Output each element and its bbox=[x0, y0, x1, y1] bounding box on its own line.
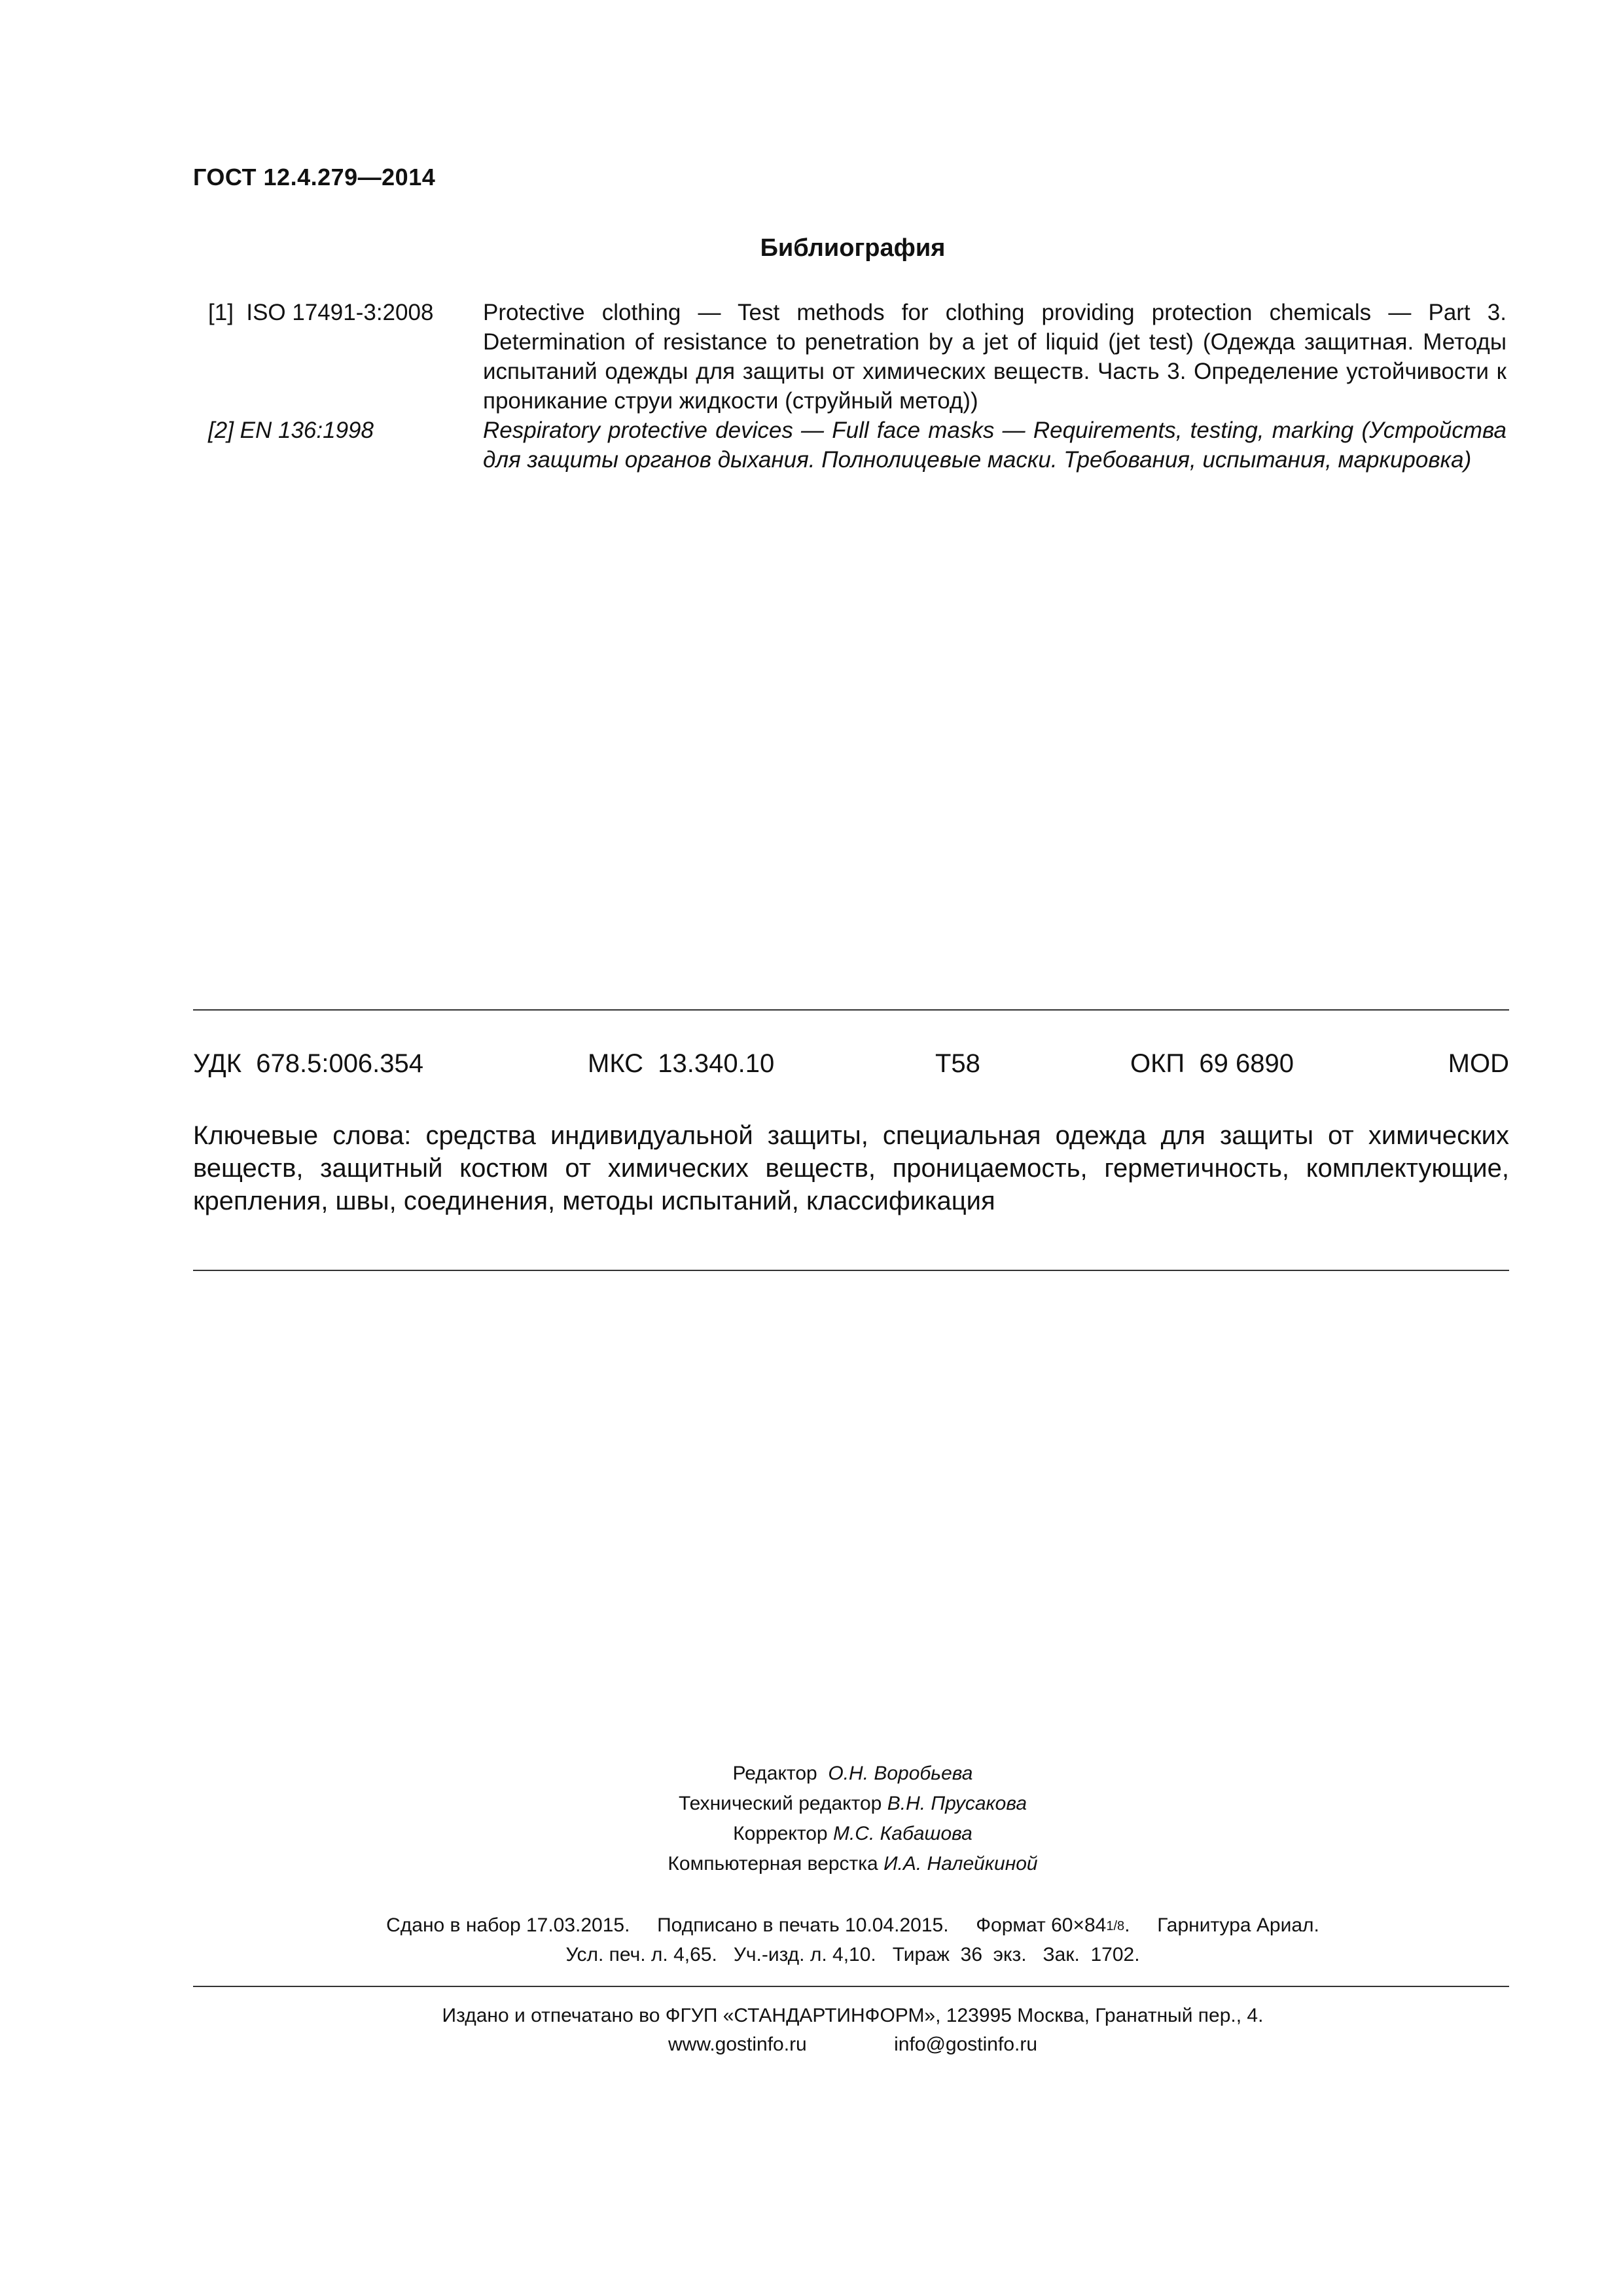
mod-code: MOD bbox=[1448, 1049, 1509, 1078]
document-code: ГОСТ 12.4.279—2014 bbox=[193, 164, 436, 190]
credit-name: И.А. Налейкиной bbox=[883, 1853, 1038, 1874]
okp-code: ОКП 69 6890 bbox=[1130, 1049, 1294, 1078]
credit-line bbox=[0, 1789, 1623, 1819]
publisher-block bbox=[0, 2001, 1623, 2059]
publisher-contacts bbox=[0, 2030, 1623, 2059]
print-info-line: Усл. печ. л. 4,65. Уч.-изд. л. 4,10. Тираж 36 экз. Зак. 1702. bbox=[565, 1944, 1140, 1965]
bibliography-text: Protective clothing — Test methods for clothing providing protection chemicals — Part 3. Determination of resistance to penetration by a jet of liquid (jet test) (Одежда защитная. Методы испытаний одежды для защиты от химических веществ. Часть 3. Определение устойчивости к проникание струи жидкости (струйный метод)) bbox=[483, 300, 1507, 414]
divider bbox=[193, 1986, 1509, 1987]
print-info-text: Сдано в набор 17.03.2015. Подписано в печать 10.04.2015. Формат 60×84 bbox=[386, 1914, 1107, 1936]
credit-line bbox=[0, 1849, 1623, 1879]
credits-block bbox=[0, 1759, 1623, 1879]
print-info-text: . Гарнитура Ариал. bbox=[1124, 1914, 1319, 1936]
mks-code: МКС 13.340.10 bbox=[588, 1049, 775, 1078]
credit-role: Редактор bbox=[732, 1763, 817, 1784]
t-code: Т58 bbox=[935, 1049, 980, 1078]
credit-line bbox=[0, 1759, 1623, 1789]
divider bbox=[193, 1009, 1509, 1011]
bibliography-title: Библиография bbox=[760, 234, 946, 262]
credit-role: Технический редактор bbox=[678, 1793, 882, 1814]
credit-line bbox=[0, 1819, 1623, 1849]
bibliography-text: Respiratory protective devices — Full face masks — Requirements, testing, marking (Устройства для защиты органов дыхания. Полнолицевые маски. Требования, испытания, маркировка) bbox=[483, 418, 1507, 473]
bibliography-entry bbox=[208, 298, 1507, 416]
bibliography-ref: [2] EN 136:1998 bbox=[208, 418, 374, 443]
credit-role: Корректор bbox=[733, 1823, 828, 1844]
bibliography-entry bbox=[208, 416, 1507, 507]
website-link[interactable]: www.gostinfo.ru bbox=[668, 2034, 807, 2055]
credit-name: О.Н. Воробьева bbox=[828, 1763, 973, 1784]
credit-name: М.С. Кабашова bbox=[832, 1823, 972, 1844]
print-info bbox=[0, 1911, 1623, 1969]
credit-name: В.Н. Прусакова bbox=[887, 1793, 1027, 1814]
format-fraction: 1/8 bbox=[1106, 1919, 1125, 1933]
keywords: Ключевые слова: средства индивидуальной защиты, специальная одежда для защиты от химических веществ, защитный костюм от химических веществ, проницаемость, герметичность, комплектующие, крепления, швы, соединения, методы испытаний, классификация bbox=[193, 1121, 1509, 1215]
print-info-line bbox=[0, 1911, 1623, 1941]
credit-role: Компьютерная верстка bbox=[668, 1853, 878, 1874]
bibliography-ref: [1] ISO 17491-3:2008 bbox=[208, 300, 434, 325]
udk-code: УДК 678.5:006.354 bbox=[193, 1049, 424, 1078]
publisher-line: Издано и отпечатано во ФГУП «СТАНДАРТИНФОРМ», 123995 Москва, Гранатный пер., 4. bbox=[442, 2005, 1264, 2026]
divider bbox=[193, 1270, 1509, 1271]
email-link[interactable]: info@gostinfo.ru bbox=[894, 2034, 1038, 2055]
